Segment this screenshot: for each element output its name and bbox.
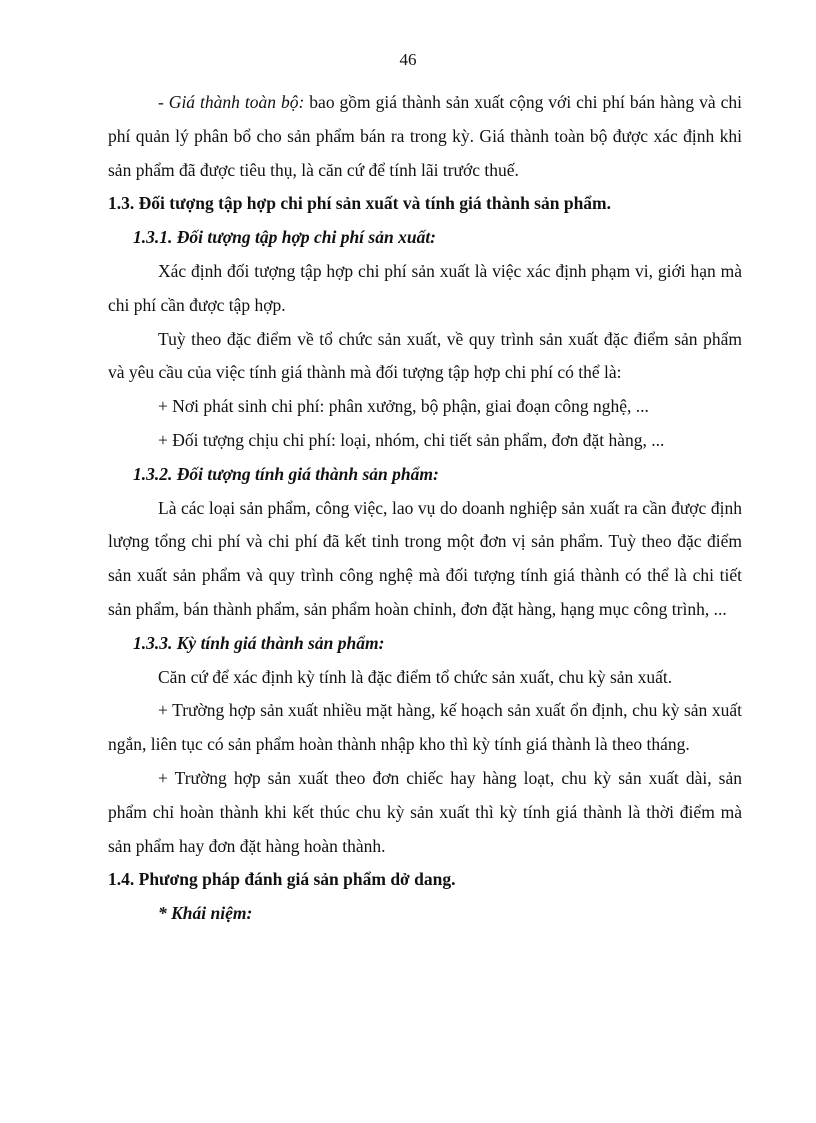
page-number: 46: [399, 50, 417, 69]
heading-khai-niem: * Khái niệm:: [158, 903, 253, 924]
paragraph-gia-thanh-toan-bo: [108, 86, 742, 187]
paragraph: Xác định đối tượng tập hợp chi phí sản xuất là việc xác định phạm vi, giới hạn mà chi phí cần được tập hợp.: [108, 260, 742, 315]
subsection-heading-1-3-2: 1.3.2. Đối tượng tính giá thành sản phẩm:: [133, 463, 439, 484]
list-item: + Đối tượng chịu chi phí: loại, nhóm, chi tiết sản phẩm, đơn đặt hàng, ...: [158, 429, 665, 450]
list-item: + Nơi phát sinh chi phí: phân xưởng, bộ phận, giai đoạn công nghệ, ...: [158, 396, 649, 417]
section-heading-1-3: 1.3. Đối tượng tập hợp chi phí sản xuất và tính giá thành sản phẩm.: [108, 193, 612, 214]
term-gia-thanh-toan-bo: - Giá thành toàn bộ:: [158, 92, 305, 112]
subsection-heading-1-3-3: 1.3.3. Kỳ tính giá thành sản phẩm:: [133, 632, 385, 653]
paragraph: Là các loại sản phẩm, công việc, lao vụ do doanh nghiệp sản xuất ra cần được định lượng tổng chi phí và chi phí đã kết tinh trong một đơn vị sản phẩm. Tuỳ theo đặc điểm sản xuất sản phẩm và quy trình công nghệ mà đối tượng tính giá thành có thể là chi tiết sản phẩm, bán thành phẩm, sản phẩm hoàn chỉnh, đơn đặt hàng, hạng mục công trình, ...: [108, 497, 742, 619]
list-item: + Trường hợp sản xuất nhiều mặt hàng, kế hoạch sản xuất ổn định, chu kỳ sản xuất ngắn, liên tục có sản phẩm hoàn thành nhập kho thì kỳ tính giá thành là theo tháng.: [108, 700, 742, 755]
subsection-heading-1-3-1: 1.3.1. Đối tượng tập hợp chi phí sản xuất:: [133, 227, 437, 248]
section-heading-1-4: 1.4. Phương pháp đánh giá sản phẩm dở dang.: [108, 869, 456, 890]
paragraph: Tuỳ theo đặc điểm về tổ chức sản xuất, về quy trình sản xuất đặc điểm sản phẩm và yêu cầu của việc tính giá thành mà đối tượng tập hợp chi phí có thể là:: [108, 328, 742, 383]
paragraph: Căn cứ để xác định kỳ tính là đặc điểm tổ chức sản xuất, chu kỳ sản xuất.: [158, 666, 673, 687]
document-body: [108, 86, 742, 931]
list-item: + Trường hợp sản xuất theo đơn chiếc hay hàng loạt, chu kỳ sản xuất dài, sản phẩm chỉ hoàn thành khi kết thúc chu kỳ sản xuất thì kỳ tính giá thành là thời điểm mà sản phẩm hay đơn đặt hàng hoàn thành.: [108, 767, 742, 856]
paragraph-text: bao gồm giá thành sản xuất cộng với chi phí bán hàng và chi phí quản lý phân bổ cho sản phẩm bán ra trong kỳ. Giá thành toàn bộ được xác định khi sản phẩm đã được tiêu thụ, là căn cứ để tính lãi trước thuế.: [108, 92, 742, 180]
